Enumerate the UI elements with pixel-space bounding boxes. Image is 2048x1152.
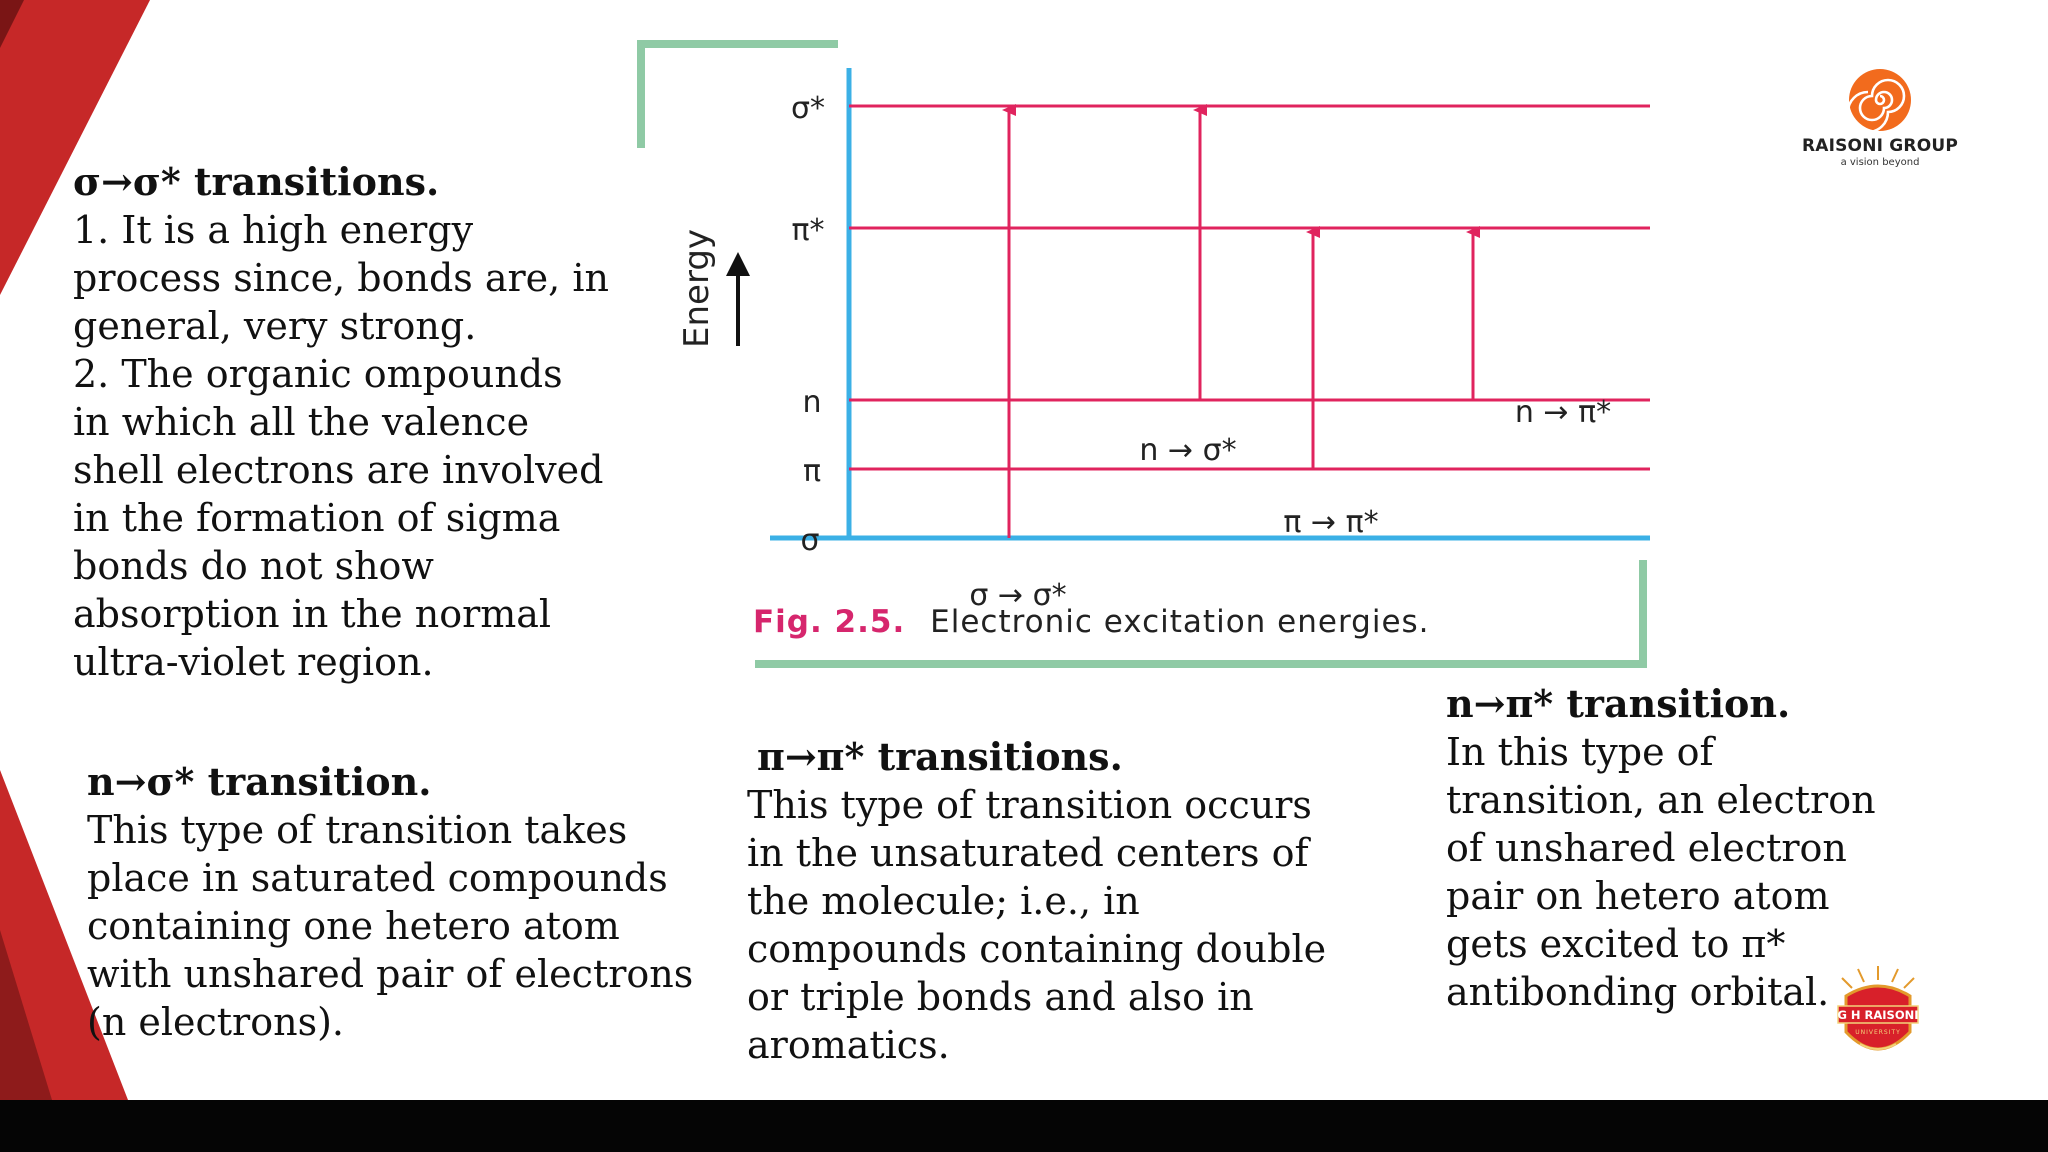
n-sigma-star-block (87, 758, 693, 1046)
raisoni-group-logo (1800, 66, 1960, 168)
energy-level-label-sigma-star: σ* (790, 91, 826, 126)
n-sigma-line: containing one hetero atom (87, 904, 620, 948)
crest-subtitle: UNIVERSITY (1855, 1029, 1901, 1036)
pi-pi-line: or triple bonds and also in (747, 975, 1254, 1019)
n-sigma-line: This type of transition takes (87, 808, 628, 852)
figure-caption (753, 604, 1430, 640)
crest-name: G H RAISONI (1837, 1008, 1919, 1022)
energy-levels (770, 91, 1650, 558)
n-sigma-line: place in saturated compounds (87, 856, 668, 900)
n-sigma-line: (n electrons). (87, 1000, 344, 1044)
sigma-line: ultra-violet region. (73, 640, 434, 684)
n-sigma-heading: n→σ* transition. (87, 759, 432, 804)
sigma-line: 2. The organic ompounds (73, 352, 563, 396)
electronic-excitation-diagram (620, 30, 1670, 680)
university-crest-icon (1824, 962, 1932, 1070)
pi-pi-line: in the unsaturated centers of (747, 831, 1309, 875)
pi-pi-line: aromatics. (747, 1023, 950, 1067)
pi-pi-line: compounds containing double (747, 927, 1327, 971)
pi-pi-line: the molecule; i.e., in (747, 879, 1140, 923)
sigma-sigma-star-block (73, 158, 609, 686)
sigma-line: in which all the valence (73, 400, 530, 444)
transition-label: π → π* (1283, 505, 1379, 540)
transition-label: σ → σ* (969, 578, 1067, 613)
raisoni-group-tagline: a vision beyond (1840, 157, 1920, 168)
n-pi-line: gets excited to π* (1446, 922, 1786, 966)
pi-pi-star-block (747, 733, 1326, 1069)
n-pi-heading: n→π* transition. (1446, 681, 1791, 726)
sigma-line: process since, bonds are, in (73, 256, 609, 300)
energy-level-label-n: n (802, 385, 822, 420)
n-pi-line: transition, an electron (1446, 778, 1876, 822)
pi-pi-heading: π→π* transitions. (757, 734, 1123, 779)
transition-label: n → π* (1514, 395, 1612, 430)
energy-level-label-sigma: σ (800, 523, 820, 558)
n-pi-line: In this type of (1446, 730, 1714, 774)
sigma-line: 1. It is a high energy (73, 208, 474, 252)
n-pi-line: of unshared electron (1446, 826, 1847, 870)
energy-level-label-pi-star: π* (791, 213, 825, 248)
caption-prefix: Fig. 2.5. (753, 604, 906, 640)
energy-axis-arrowhead-icon (726, 252, 750, 276)
spiral-logo-icon (1800, 66, 1960, 132)
n-pi-star-block (1446, 680, 1876, 1016)
sigma-line: shell electrons are involved (73, 448, 604, 492)
caption-text: Electronic excitation energies. (930, 604, 1430, 640)
sigma-line: bonds do not show (73, 544, 434, 588)
sigma-line: absorption in the normal (73, 592, 552, 636)
energy-axis-label: Energy (677, 228, 717, 348)
sigma-heading: σ→σ* transitions. (73, 159, 440, 204)
n-pi-line: antibonding orbital. (1446, 970, 1830, 1014)
raisoni-group-name: RAISONI GROUP (1801, 136, 1959, 156)
n-sigma-line: with unshared pair of electrons (87, 952, 694, 996)
sigma-line: in the formation of sigma (73, 496, 561, 540)
pi-pi-line: This type of transition occurs (747, 783, 1312, 827)
n-pi-line: pair on hetero atom (1446, 874, 1830, 918)
energy-level-label-pi: π (802, 454, 822, 489)
transition-label: n → σ* (1139, 433, 1237, 468)
bottom-bar (0, 1100, 2048, 1152)
sigma-line: general, very strong. (73, 304, 477, 348)
